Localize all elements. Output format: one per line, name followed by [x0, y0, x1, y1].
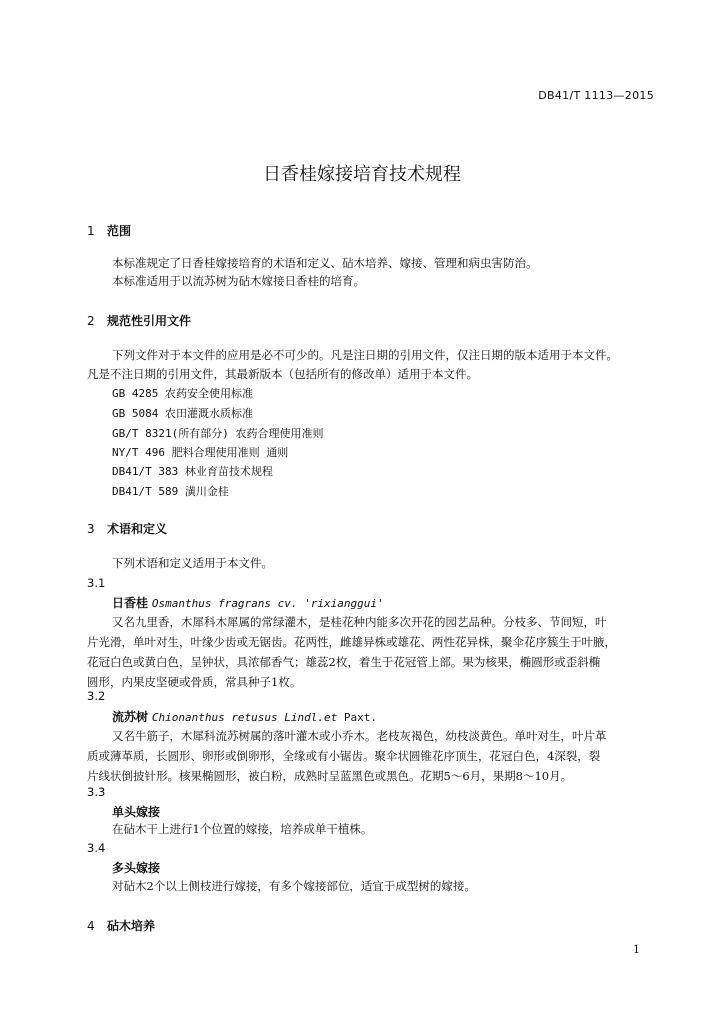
- paragraph: 下列文件对于本文件的应用是必不可少的。凡是注日期的引用文件，仅注日期的版本适用于本文件。: [112, 348, 618, 362]
- term-heading: [112, 708, 377, 725]
- term-chinese: 流苏树: [112, 710, 149, 724]
- term-definition: [87, 726, 657, 786]
- term-heading: [112, 803, 160, 820]
- reference-item: DB41/T 589 潢川金桂: [112, 485, 229, 498]
- term-latin: Osmanthus fragrans cv. 'rixianggui': [151, 597, 384, 610]
- section-title: 规范性引用文件: [107, 314, 192, 328]
- clause-number: 3.4: [87, 841, 106, 855]
- clause-number: 3.1: [87, 576, 106, 590]
- definition-line: 质或薄革质，长圆形、卵形或倒卵形，全缘或有小锯齿。聚伞状圆锥花序顶生，花冠白色，4深裂，裂: [87, 749, 601, 763]
- section-number: 1: [87, 224, 95, 238]
- term-heading: [112, 859, 160, 876]
- section-number: 3: [87, 522, 95, 536]
- section-1-heading: [87, 222, 131, 239]
- paragraph: 凡是不注日期的引用文件，其最新版本（包括所有的修改单）适用于本文件。: [87, 367, 478, 381]
- section-title: 砧木培养: [107, 919, 156, 933]
- term-definition: [87, 612, 657, 692]
- definition-line: 又名九里香，木犀科木犀属的常绿灌木，是桂花种内能多次开花的园艺品种。分枝多、节间短，叶: [112, 615, 607, 629]
- section-3-heading: [87, 520, 167, 537]
- document-title: 日香桂嫁接培育技术规程: [263, 164, 461, 185]
- definition-line: 片线状倒披针形。核果椭圆形，被白粉，成熟时呈蓝黑色或黑色。花期5～6月，果期8～10月。: [87, 769, 573, 783]
- term-chinese: 多头嫁接: [112, 861, 161, 875]
- standard-code: DB41/T 1113—2015: [538, 89, 654, 102]
- definition-line: 片光滑，单叶对生，叶缘少齿或无锯齿。花两性，雌雄异株或雄花、两性花异株，聚伞花序簇生于叶腋，: [87, 635, 616, 649]
- reference-item: DB41/T 383 林业育苗技术规程: [112, 465, 273, 478]
- term-latin: Chionanthus retusus Lindl.et: [151, 711, 338, 724]
- section-2-heading: [87, 312, 191, 329]
- section-number: 4: [87, 919, 95, 933]
- definition-line: 圆形，内果皮坚硬或骨质，常具种子1枚。: [87, 675, 302, 689]
- section-4-heading: [87, 917, 155, 934]
- section-number: 2: [87, 314, 95, 328]
- term-definition: 对砧木2个以上侧枝进行嫁接，有多个嫁接部位，适宜于成型树的嫁接。: [112, 879, 476, 893]
- definition-line: 花冠白色或黄白色，呈钟状，具浓郁香气；雄蕊2枚，着生于花冠管上部。果为核果，椭圆形或歪斜椭: [87, 655, 601, 669]
- paragraph: 本标准适用于以流苏树为砧木嫁接日香桂的培育。: [112, 274, 365, 288]
- term-heading: [112, 594, 384, 611]
- reference-item: NY/T 496 肥料合理使用准则 通则: [112, 446, 289, 459]
- term-chinese: 单头嫁接: [112, 805, 161, 819]
- section-title: 术语和定义: [107, 522, 168, 536]
- reference-item: GB 5084 农田灌溉水质标准: [112, 407, 253, 420]
- term-author: Paxt.: [337, 711, 378, 724]
- clause-number: 3.3: [87, 785, 106, 799]
- paragraph: 本标准规定了日香桂嫁接培育的术语和定义、砧木培养、嫁接、管理和病虫害防治。: [112, 256, 538, 270]
- page-number: 1: [633, 943, 640, 956]
- reference-item: GB 4285 农药安全使用标准: [112, 387, 253, 400]
- term-definition: 在砧木干上进行1个位置的嫁接，培养成单干植株。: [112, 822, 373, 836]
- paragraph: 下列术语和定义适用于本文件。: [112, 556, 273, 570]
- definition-line: 又名牛筋子，木犀科流苏树属的落叶灌木或小乔木。老枝灰褐色，幼枝淡黄色。单叶对生，叶片革: [112, 729, 607, 743]
- clause-number: 3.2: [87, 689, 106, 703]
- reference-item: GB/T 8321(所有部分) 农药合理使用准则: [112, 427, 324, 440]
- term-chinese: 日香桂: [112, 596, 149, 610]
- section-title: 范围: [107, 224, 132, 238]
